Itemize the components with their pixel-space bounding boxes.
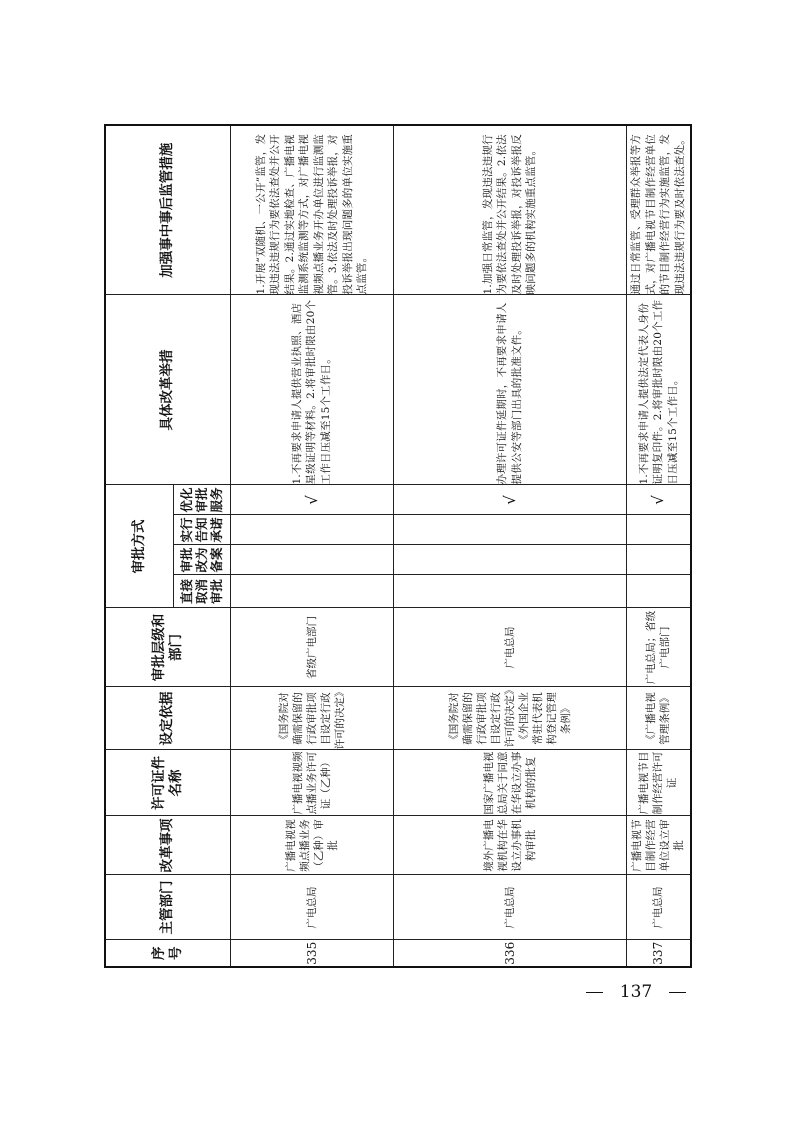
header-method: 审批方式 [105,485,173,608]
header-dept: 主管部门 [105,875,230,940]
table-row [393,125,626,967]
row-measures: 1.不再要求申请人提供营业执照、酒店星级证明等材料。2.将审批时限由20个工作日压减至15个工作日。 [230,295,393,485]
page-number: 137 [619,982,653,1002]
table-row [626,125,691,967]
row-license: 广播电视节目制作经营许可证 [626,750,691,816]
row-basis: 《国务院对确需保留的行政审批项目设定行政许可的决定》 [230,687,393,750]
header-license: 许可证件名称 [105,750,230,816]
row-level: 广电总局 [393,608,626,687]
row-item: 广播电视节目制作经营单位设立审批 [626,816,691,875]
row-supervision: 1.加强日常监管，发现违法违规行为要依法查处并公开结果。2.依法及时处理投诉举报，对投诉举报反映问题多的机构实施重点监管。 [393,125,626,295]
row-measures: 办理许可证件延期时，不再要求申请人提供公安等部门出具的批准文件。 [393,295,626,485]
header-method-filing: 审批改为备案 [173,545,230,575]
row-item: 广播电视视频点播业务（乙种）审批 [230,816,393,875]
row-method-optimize: √ [626,485,691,515]
row-supervision: 通过日常监管、受理群众举报等方式，对广播电视节目制作经营单位的节目制作经营行为实施监管，发现违法违规行为要及时依法查处。 [626,125,691,295]
row-method-optimize: √ [230,485,393,515]
row-method-filing [230,545,393,575]
header-measures: 具体改革举措 [105,295,230,485]
header-method-commitment: 实行告知承诺 [173,515,230,545]
reform-items-table [104,124,692,968]
header-level: 审批层级和部门 [105,608,230,687]
row-method-optimize: √ [393,485,626,515]
row-basis: 《广播电视管理条例》 [626,687,691,750]
row-dept: 广电总局 [230,875,393,940]
row-method-cancel [393,575,626,608]
header-basis: 设定依据 [105,687,230,750]
header-seq: 序号 [105,940,230,967]
row-dept: 广电总局 [393,875,626,940]
row-license: 广播电视视频点播业务许可证（乙种） [230,750,393,816]
row-seq: 337 [626,940,691,967]
row-method-filing [626,545,691,575]
row-method-cancel [230,575,393,608]
row-item: 境外广播电视机构在华设立办事机构审批 [393,816,626,875]
row-level: 广电总局；省级广电部门 [626,608,691,687]
header-item: 改革事项 [105,816,230,875]
header-method-optimize: 优化审批服务 [173,485,230,515]
footer-dash-left [586,992,603,993]
row-basis: 《国务院对确需保留的行政审批项目设定行政许可的决定》《外国企业常驻代表机构登记管理条例》 [393,687,626,750]
table-header-row [105,125,173,967]
row-method-filing [393,545,626,575]
row-method-commitment [230,515,393,545]
row-method-cancel [626,575,691,608]
table-row [230,125,393,967]
row-method-commitment [393,515,626,545]
rotated-table-sheet [104,126,690,968]
row-level: 省级广电部门 [230,608,393,687]
row-dept: 广电总局 [626,875,691,940]
page-footer [586,982,686,1002]
row-measures: 1.不再要求申请人提供法定代表人身份证明复印件。2.将审批时限由20个工作日压减至15个工作日。 [626,295,691,485]
row-seq: 336 [393,940,626,967]
row-method-commitment [626,515,691,545]
footer-dash-right [669,992,686,993]
row-license: 国家广播电视总局关于同意在华设立办事机构的批复 [393,750,626,816]
row-supervision: 1.开展“双随机、一公开”监管，发现违法违规行为要依法查处并公开结果。2.通过实地检查、广播电视监测系统监测等方式，对广播电视视频点播业务开办单位进行监测监管。3.依法及时处理投诉举报，对投诉举报出现问题多的单位实施重点监管。 [230,125,393,295]
row-seq: 335 [230,940,393,967]
header-method-cancel: 直接取消审批 [173,575,230,608]
header-supervision: 加强事中事后监管措施 [105,125,230,295]
